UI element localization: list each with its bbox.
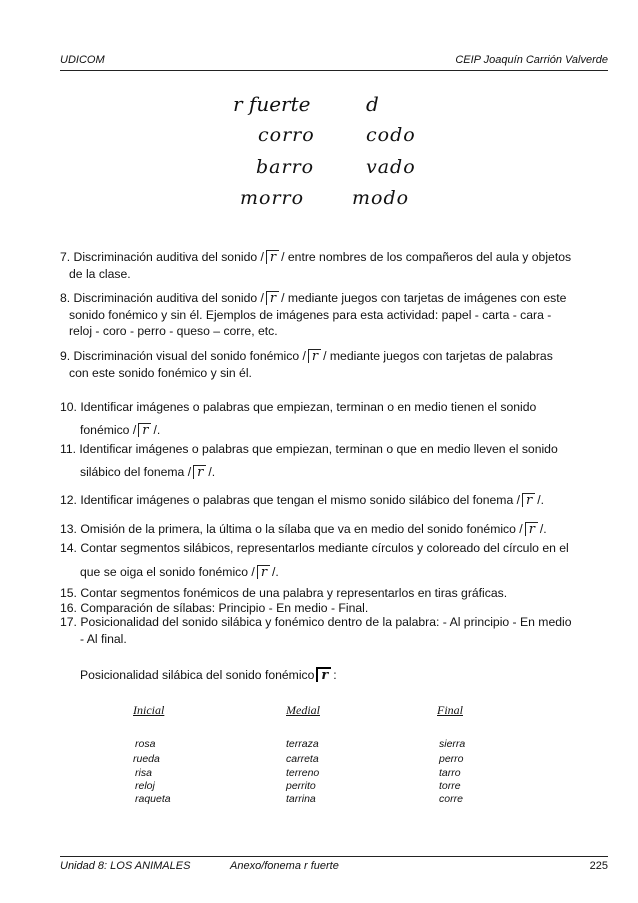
item-7: 7. Discriminación auditiva del sonido / r / entre nombres de los compañeros del aula y objetos de la clase. (60, 250, 572, 281)
footer-center: Anexo/fonema r fuerte (230, 860, 339, 872)
table-cell: raqueta (135, 793, 171, 805)
word-right-2: vado (366, 156, 416, 178)
title-left: r fuerte (233, 92, 311, 116)
item-12: 12. Identificar imágenes o palabras que tengan el mismo sonido silábico del fonema / r /. (60, 493, 545, 508)
header-left: UDICOM (60, 54, 105, 66)
title-right: d (366, 92, 379, 116)
item-15: 15. Contar segmentos fonémicos de una palabra y representarlos en tiras gráficas. (60, 586, 508, 600)
page-header (60, 54, 608, 71)
header-right: CEIP Joaquín Carrión Valverde (455, 54, 608, 66)
phoneme-symbol: r (266, 291, 279, 305)
item-14: 14. Contar segmentos silábicos, representarlos mediante círculos y coloreado del círculo en el que se oiga el sonido fonémico / r /. (60, 541, 569, 580)
word-left-1: corro (258, 124, 315, 146)
phoneme-symbol: r (266, 250, 279, 264)
word-right-1: codo (366, 124, 416, 146)
phoneme-symbol: r (257, 565, 270, 579)
word-left-3: morro (240, 187, 305, 209)
table-cell: corre (439, 793, 463, 805)
col-header-inicial: Inicial (133, 703, 165, 717)
table-cell: rueda (133, 753, 160, 765)
page-footer (60, 856, 608, 873)
phoneme-symbol: r (525, 522, 538, 536)
phoneme-symbol: r (193, 465, 206, 479)
table-cell: carreta (286, 753, 319, 765)
word-right-3: modo (352, 187, 410, 209)
table-cell: reloj (135, 780, 155, 792)
phoneme-symbol: r (522, 493, 535, 507)
footer-left: Unidad 8: LOS ANIMALES (60, 860, 191, 872)
item-11: 11. Identificar imágenes o palabras que empiezan, terminan o que en medio lleven el sonido silábico del fonema / r /. (60, 442, 558, 480)
table-cell: risa (135, 767, 152, 779)
table-cell: rosa (135, 738, 156, 750)
table-cell: torre (439, 780, 461, 792)
table-cell: perrito (286, 780, 316, 792)
page-number: 225 (589, 860, 608, 872)
col-header-medial: Medial (286, 703, 320, 717)
item-10: 10. Identificar imágenes o palabras que empiezan, terminan o en medio tienen el sonido fonémico / r /. (60, 400, 537, 438)
table-cell: tarrina (286, 793, 316, 805)
item-16: 16. Comparación de sílabas: Principio - En medio - Final. (60, 601, 369, 615)
phoneme-symbol-bold: r (316, 667, 331, 682)
col-header-final: Final (437, 703, 463, 717)
item-8: 8. Discriminación auditiva del sonido / r / mediante juegos con tarjetas de imágenes con este sonido fonémico y sin él. Ejemplos de imágenes para esta actividad: papel - carta - cara - reloj - coro - perro - queso – corre, etc. (60, 291, 567, 338)
table-cell: terreno (286, 767, 320, 779)
table-cell: terraza (286, 738, 319, 750)
item-13: 13. Omisión de la primera, la última o la sílaba que va en medio del sonido fonémico / r /. (60, 522, 547, 537)
phoneme-symbol: r (138, 423, 151, 437)
phoneme-symbol: r (308, 349, 321, 363)
table-cell: tarro (439, 767, 461, 779)
table-cell: sierra (439, 738, 466, 750)
word-left-2: barro (256, 156, 315, 178)
item-9: 9. Discriminación visual del sonido fonémico / r / mediante juegos con tarjetas de palabras con este sonido fonémico y sin él. (60, 349, 553, 380)
table-cell: perro (439, 753, 464, 765)
item-17: 17. Posicionalidad del sonido silábica y fonémico dentro de la palabra: - Al principio - En medio - Al final. (60, 615, 572, 646)
position-title: Posicionalidad silábica del sonido fonémico r : (80, 668, 337, 683)
